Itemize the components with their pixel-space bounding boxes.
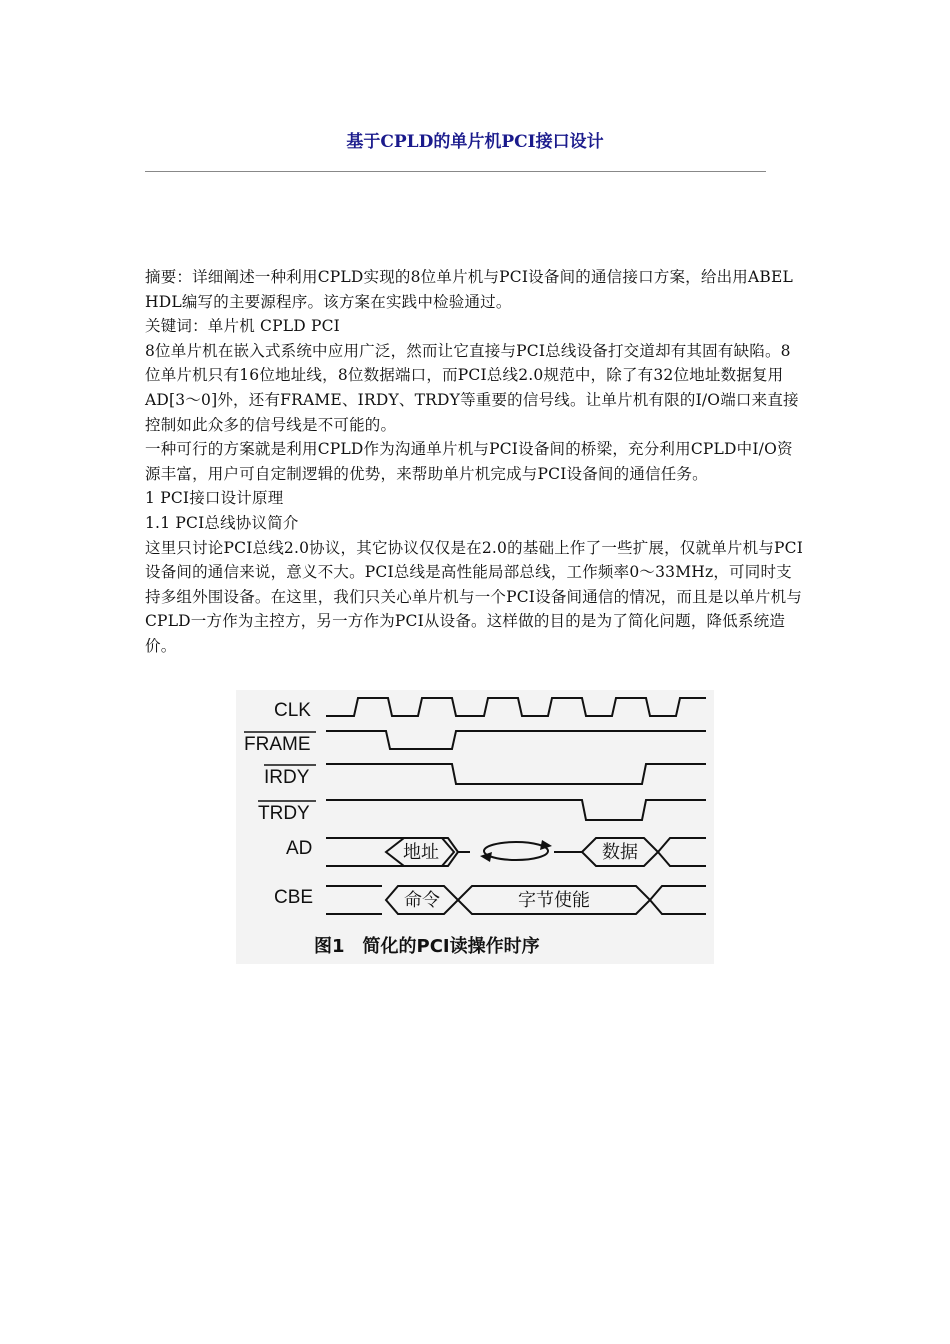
cbe-byte-enable-label: 字节使能 [518, 890, 590, 911]
intro-paragraph: 8位单片机在嵌入式系统中应用广泛，然而让它直接与PCI总线设备打交道却有其固有缺陷。8位单片机只有16位地址线，8位数据端口，而PCI总线2.0规范中，除了有32位地址数据复用AD[3～0]外，还有FRAME、IRDY、TRDY等重要的信号线。让单片机有限的I/O端口来直接控制如此众多的信号线是不可能的。 [145, 341, 799, 434]
trdy-waveform [326, 800, 706, 820]
abstract-paragraph: 摘要：详细阐述一种利用CPLD实现的8位单片机与PCI设备间的通信接口方案，给出用ABEL HDL编写的主要源程序。该方案在实践中检验通过。 [145, 268, 793, 311]
ad-bus-tail-lower [658, 852, 706, 866]
cbe-bus-tail-lower [650, 900, 706, 914]
signal-label-cbe: CBE [274, 887, 314, 908]
solution-paragraph: 一种可行的方案就是利用CPLD作为沟通单片机与PCI设备间的桥梁，充分利用CPLD中I/O资源丰富，用户可自定制逻辑的优势，来帮助单片机完成与PCI设备间的通信任务。 [145, 440, 793, 483]
cbe-command-label: 命令 [404, 890, 440, 911]
ad-address-label: 地址 [403, 842, 439, 863]
section-heading-1-1: 1.1 PCI总线协议简介 [145, 513, 299, 532]
timing-diagram [236, 690, 714, 964]
turnaround-cycle-icon [484, 842, 548, 860]
signal-label-trdy: TRDY [258, 803, 310, 824]
ad-bus-tail-upper [658, 838, 706, 852]
title-rule [145, 171, 766, 172]
signal-label-frame: FRAME [244, 734, 311, 755]
signal-label-ad: AD [286, 838, 313, 859]
ad-data-label: 数据 [602, 842, 638, 863]
document-title: 基于CPLD的单片机PCI接口设计 [346, 132, 604, 152]
protocol-paragraph: 这里只讨论PCI总线2.0协议，其它协议仅仅是在2.0的基础上作了一些扩展，仅就单片机与PCI设备间的通信来说，意义不大。PCI总线是高性能局部总线，工作频率0～33MHz，可同时支持多组外围设备。在这里，我们只关心单片机与一个PCI设备间通信的情况，而且是以单片机与CPLD一方作为主控方，另一方作为PCI从设备。这样做的目的是为了简化问题，降低系统造价。 [145, 538, 804, 655]
figure-caption: 图1 简化的PCI读操作时序 [314, 936, 540, 957]
clk-waveform [326, 698, 706, 716]
section-heading-1: 1 PCI接口设计原理 [145, 489, 284, 508]
timing-diagram-figure [236, 690, 714, 964]
frame-waveform [326, 731, 706, 749]
irdy-waveform [326, 764, 706, 784]
signal-label-clk: CLK [274, 700, 311, 721]
keywords-paragraph: 关键词：单片机 CPLD PCI [145, 317, 340, 336]
cbe-bus-tail-upper [650, 886, 706, 900]
signal-label-irdy: IRDY [264, 767, 310, 788]
body-text [145, 265, 805, 659]
